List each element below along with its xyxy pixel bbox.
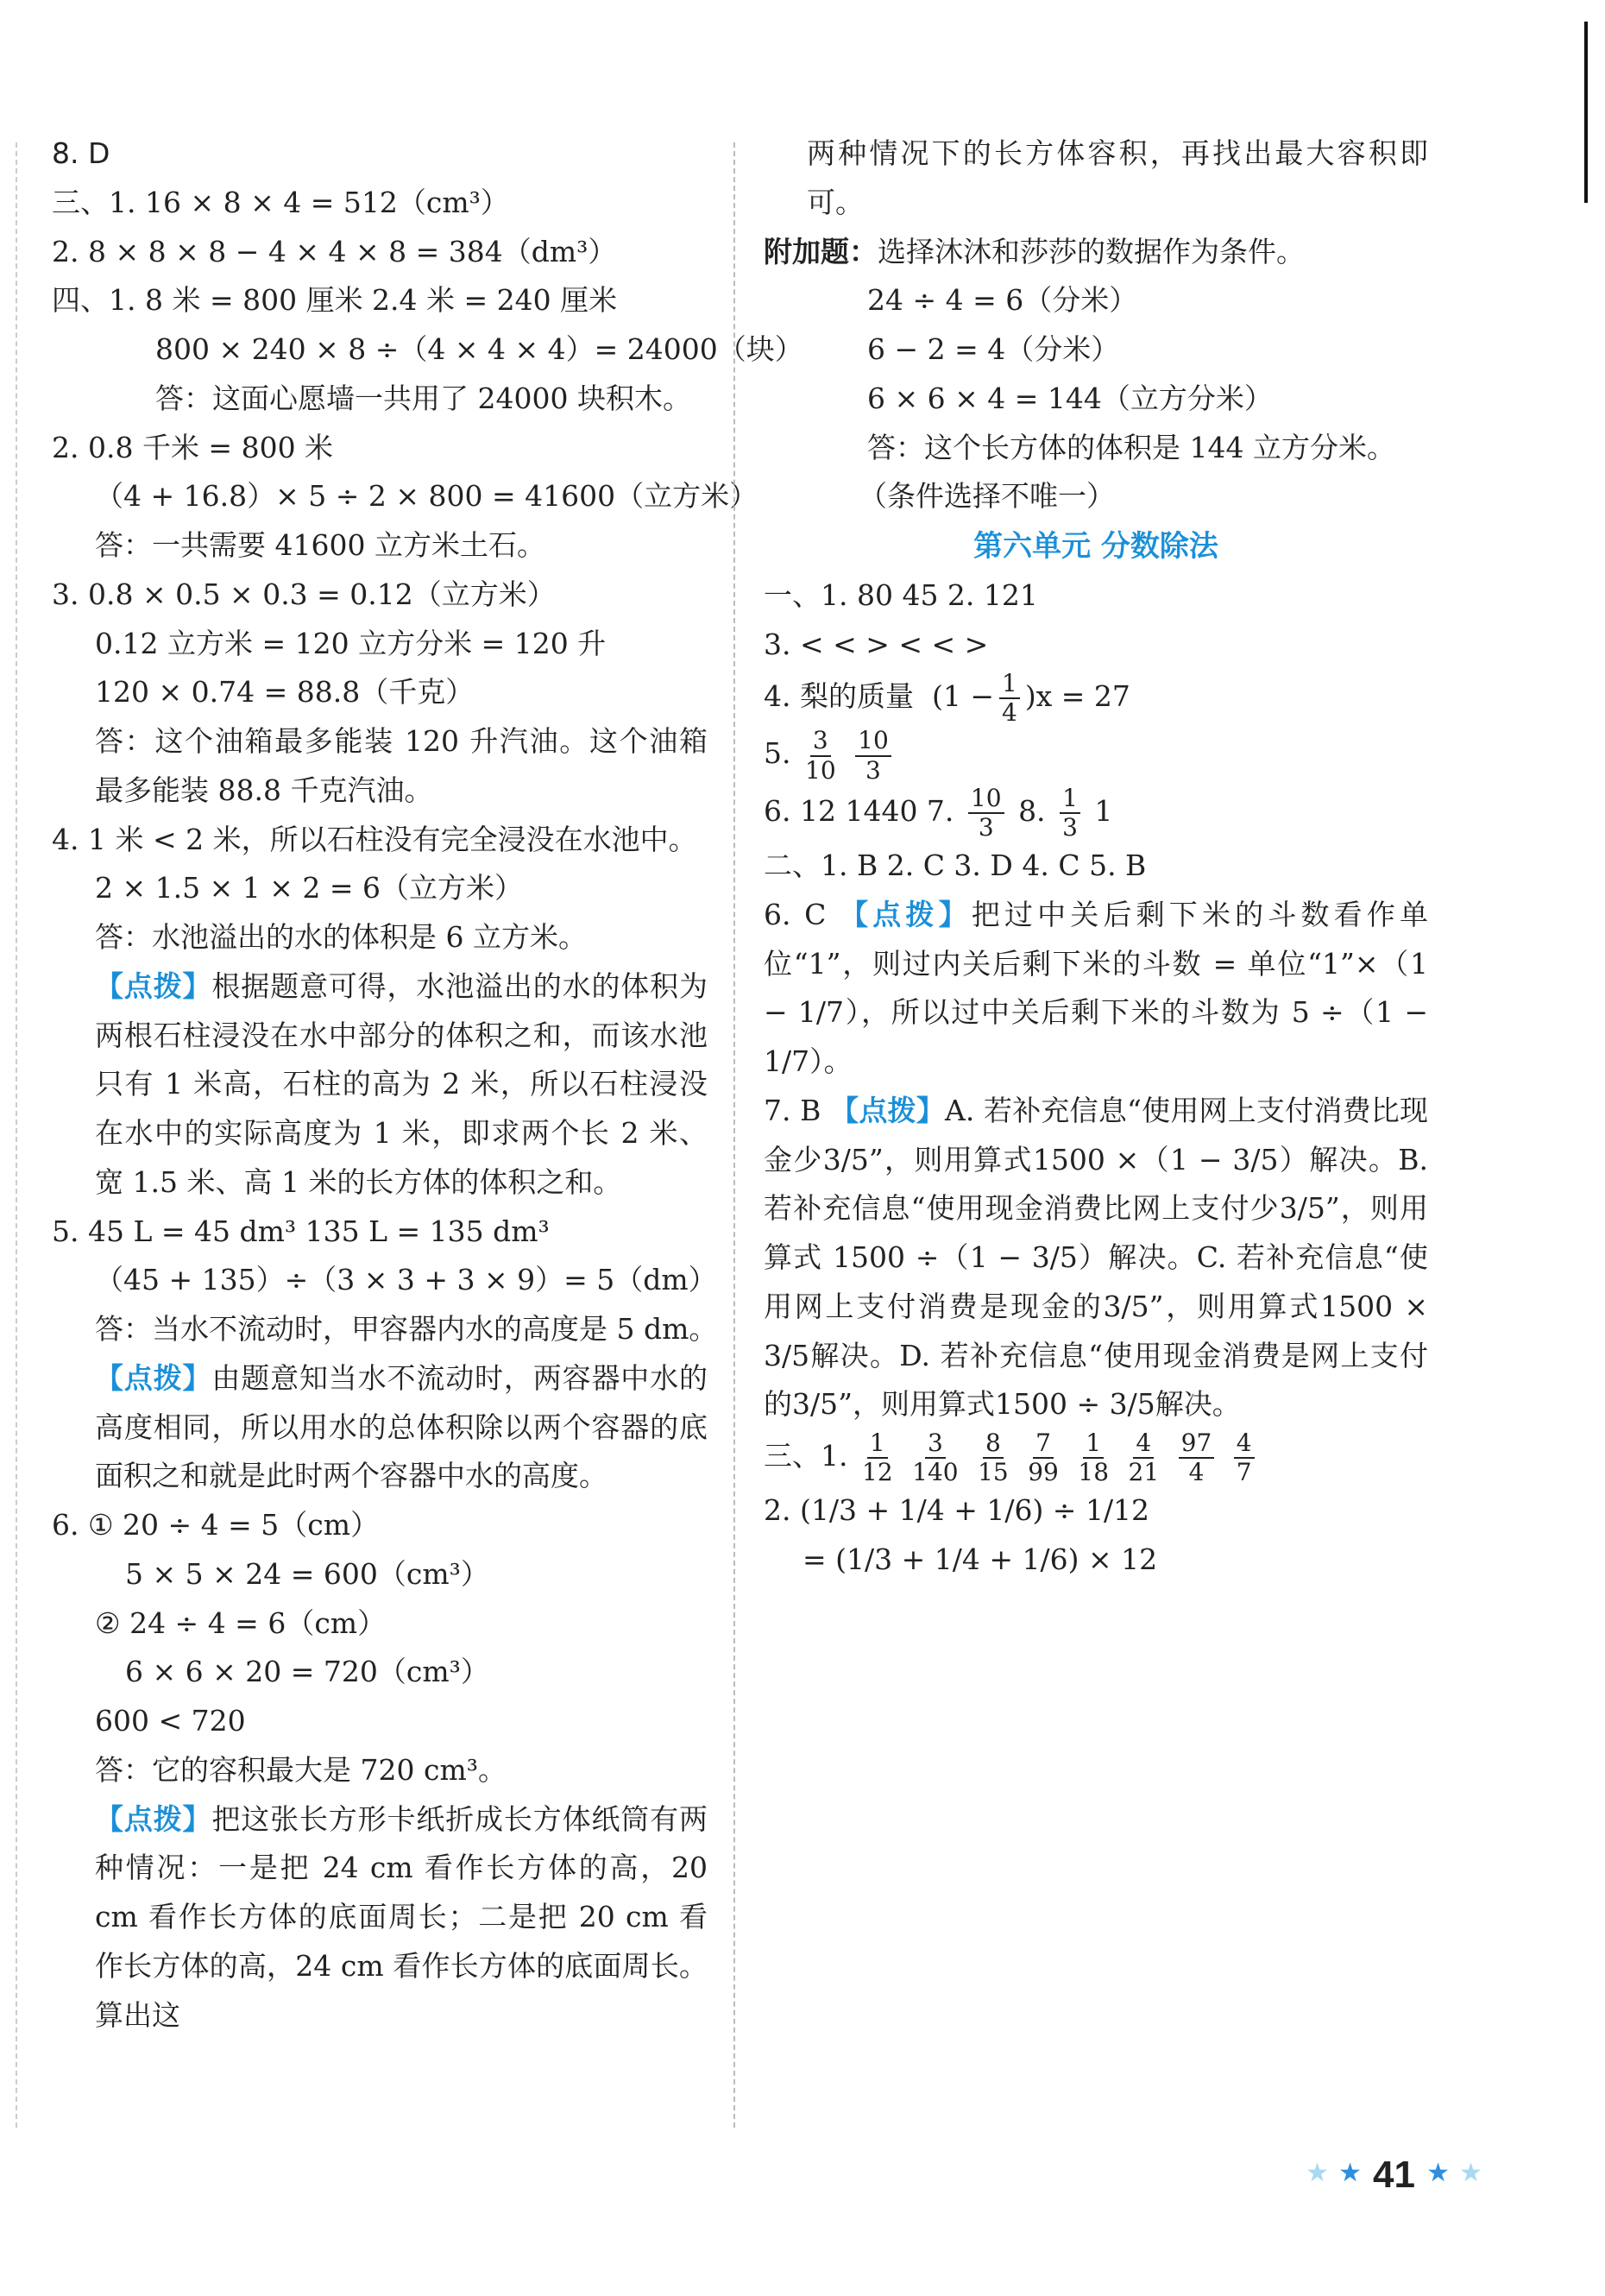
right-column [764,129,1428,1585]
tip-paragraph [52,962,708,1208]
answer-line: 3. < < > < < > [764,628,989,662]
answer-line: 2. 0.8 千米 = 800 米 [52,430,334,464]
fraction-denominator: 3 [1062,812,1078,842]
fraction-numerator: 3 [925,1429,946,1459]
answer-line: 2. (1/3 + 1/4 + 1/6) ÷ 1/12 [764,1493,1150,1528]
answer-line [764,1429,1428,1486]
fraction-numerator: 3 [810,727,831,756]
star-icon: ★ [1306,2158,1329,2188]
fraction-numerator: 8 [983,1429,1004,1459]
answer-line: 8. D [52,136,110,170]
answer-text: 6. 12 1440 7. [764,793,954,828]
answer-line: 一、1. 80 45 2. 121 [764,578,1038,613]
answer-line: 答：这个长方体的体积是 144 立方分米。 [867,430,1395,464]
answer-line: 答：当水不流动时，甲容器内水的高度是 5 dm。 [95,1312,718,1346]
answer-text: 7. B [764,1093,821,1127]
fraction-numerator: 1 [1083,1429,1104,1459]
extra-label: 附加题： [764,234,878,268]
answer-paragraph: 答：这个油箱最多能装 120 升汽油。这个油箱最多能装 88.8 千克汽油。 [95,724,708,807]
tip-label: 【点拨】 [840,897,972,931]
fraction-numerator: 97 [1179,1429,1215,1459]
answer-line: 3. 0.8 × 0.5 × 0.3 = 0.12（立方米） [52,577,556,611]
answer-text: 6. C [764,897,827,931]
page-number: 41 [1373,2154,1415,2196]
fraction [855,727,891,784]
fraction [999,670,1020,727]
fraction [912,1429,958,1486]
tip-text: 把这张长方形卡纸折成长方体纸筒有两种情况：一是把 24 cm 看作长方体的高，20 cm 看作长方体的底面周长；二是把 20 cm 看作长方体的高，24 cm 看作长方体的底面周长。算出这 [95,1801,708,2032]
extra-question [764,228,1428,277]
tip-label: 【点拨】 [95,1801,212,1836]
answer-text: 1 [1094,793,1113,828]
column-divider [733,142,735,2128]
tip-text: 根据题意可得，水池溢出的水的体积为两根石柱浸没在水中部分的体积之和，而该水池只有 1 米高，石柱的高为 2 米，所以石柱浸没在水中的实际高度为 1 米，即求两个长 2 米、宽 1.5 米、高 1 米的长方体的体积之和。 [95,968,708,1199]
scroll-edge-bar [1584,22,1588,203]
fraction-list [857,1429,1260,1487]
fraction-numerator: 1 [867,1429,888,1459]
tip-label: 【点拨】 [95,1360,212,1395]
tip-label: 【点拨】 [95,968,212,1003]
answer-line: = (1/3 + 1/4 + 1/6) × 12 [802,1542,1158,1577]
fraction-numerator: 1 [999,670,1020,699]
answer-line: 答：它的容积最大是 720 cm³。 [95,1752,507,1787]
answer-line: 三、1. 16 × 8 × 4 = 512（cm³） [52,185,509,219]
answer-line: 0.12 立方米 = 120 立方分米 = 120 升 [95,626,607,660]
fraction [978,1429,1009,1486]
answer-line: 4. 1 米 < 2 米，所以石柱没有完全浸没在水池中。 [52,822,697,856]
tip-label: 【点拨】 [830,1093,945,1127]
fraction [1028,1429,1059,1486]
answer-text: 三、1. [764,1439,848,1473]
fraction-denominator: 3 [978,812,994,842]
tip-paragraph [52,1795,708,2041]
left-margin-line [16,142,17,2128]
answer-line: 600 < 720 [95,1704,246,1738]
star-icon: ★ [1426,2158,1450,2188]
fraction-numerator: 10 [855,727,891,756]
answer-text: 5. [764,736,791,771]
fraction-denominator: 10 [805,755,836,785]
unit-heading: 第六单元 分数除法 [973,529,1218,564]
answer-paragraph: 两种情况下的长方体容积，再找出最大容积即可。 [807,136,1428,219]
answer-line: （条件选择不唯一） [859,479,1115,514]
answer-line: ② 24 ÷ 4 = 6（cm） [95,1605,387,1640]
answer-line: 120 × 0.74 = 88.8（千克） [95,675,475,710]
answer-text: 8. [1018,793,1046,828]
tip-paragraph [764,1087,1428,1429]
fraction-denominator: 140 [912,1458,959,1487]
tip-text: 把过中关后剩下米的斗数看作单位“1”，则过内关后剩下米的斗数 = 单位“1”×（1 − 1/7），所以过中关后剩下米的斗数为 5 ÷（1 − 1/7）。 [764,897,1428,1079]
fraction-denominator: 15 [978,1458,1009,1487]
fraction-denominator: 99 [1028,1458,1059,1487]
star-icon: ★ [1459,2158,1482,2188]
answer-line: 6. ① 20 ÷ 4 = 5（cm） [52,1508,380,1542]
answer-line: 6 × 6 × 4 = 144（立方分米） [867,381,1273,415]
answer-line: 5 × 5 × 24 = 600（cm³） [125,1556,489,1591]
answer-line [764,670,1428,727]
fraction-numerator: 7 [1033,1429,1054,1459]
fraction [1060,785,1080,842]
tip-text: 由题意知当水不流动时，两容器中水的高度相同，所以用水的总体积除以两个容器的底面积之和就是此时两个容器中水的高度。 [95,1360,708,1493]
fraction [1234,1429,1255,1486]
answer-line [764,785,1428,842]
answer-text: )x = 27 [1024,679,1130,714]
fraction-numerator: 4 [1133,1429,1154,1459]
fraction [1179,1429,1215,1486]
fraction-numerator: 4 [1234,1429,1255,1459]
fraction-denominator: 4 [1001,698,1017,728]
tip-paragraph [764,891,1428,1087]
fraction [1078,1429,1109,1486]
answer-text: 4. 梨的质量 [764,679,914,714]
fraction-numerator: 10 [968,785,1004,814]
fraction [805,727,836,784]
answer-line: 答：水池溢出的水的体积是 6 立方米。 [95,920,587,954]
answer-line: 5. 45 L = 45 dm³ 135 L = 135 dm³ [52,1214,550,1248]
tip-text: A. 若补充信息“使用网上支付消费比现金少3/5”，则用算式1500 ×（1 − 3/5）解决。B. 若补充信息“使用现金消费比网上支付少3/5”，则用算式 1500 ÷（1 − 3/5）解决。C. 若补充信息“使用网上支付消费是现金的3/5”，则用算式1500 × 3/5解决。D. 若补充信息“使用现金消费是网上支付的3/5”，则用算式1500 ÷ 3/5解决。 [764,1093,1428,1422]
answer-line: 答：这面心愿墙一共用了 24000 块积木。 [155,381,691,415]
fraction-denominator: 4 [1188,1458,1205,1487]
fraction-denominator: 7 [1236,1458,1252,1487]
answer-line: （45 + 135）÷（3 × 3 + 3 × 9）= 5（dm） [95,1263,717,1297]
fraction-numerator: 1 [1060,785,1080,814]
fraction-denominator: 18 [1078,1458,1110,1487]
answer-line: 答：一共需要 41600 立方米土石。 [95,528,545,562]
star-icon: ★ [1338,2158,1362,2188]
fraction-denominator: 3 [865,755,881,785]
answer-line: 800 × 240 × 8 ÷（4 × 4 × 4）= 24000（块） [155,332,803,366]
fraction [862,1429,893,1486]
answer-line: 24 ÷ 4 = 6（分米） [867,283,1138,318]
tip-paragraph [52,1354,708,1501]
answer-line: （4 + 16.8）× 5 ÷ 2 × 800 = 41600（立方米） [95,479,758,514]
answer-line: 二、1. B 2. C 3. D 4. C 5. B [764,848,1147,883]
fraction-denominator: 21 [1128,1458,1160,1487]
answer-line [764,727,1428,784]
fraction [1129,1429,1160,1486]
answer-line: 2 × 1.5 × 1 × 2 = 6（立方米） [95,871,523,905]
fraction-denominator: 12 [862,1458,893,1487]
answer-line: 6 − 2 = 4（分米） [867,332,1120,366]
answer-line: 2. 8 × 8 × 8 − 4 × 4 × 8 = 384（dm³） [52,234,617,268]
extra-text: 选择沐沐和莎莎的数据作为条件。 [878,234,1305,268]
answer-line: 四、1. 8 米 = 800 厘米 2.4 米 = 240 厘米 [52,283,618,318]
answer-line: 6 × 6 × 20 = 720（cm³） [125,1655,489,1689]
fraction [968,785,1004,842]
answer-text: (1 − [931,679,994,714]
